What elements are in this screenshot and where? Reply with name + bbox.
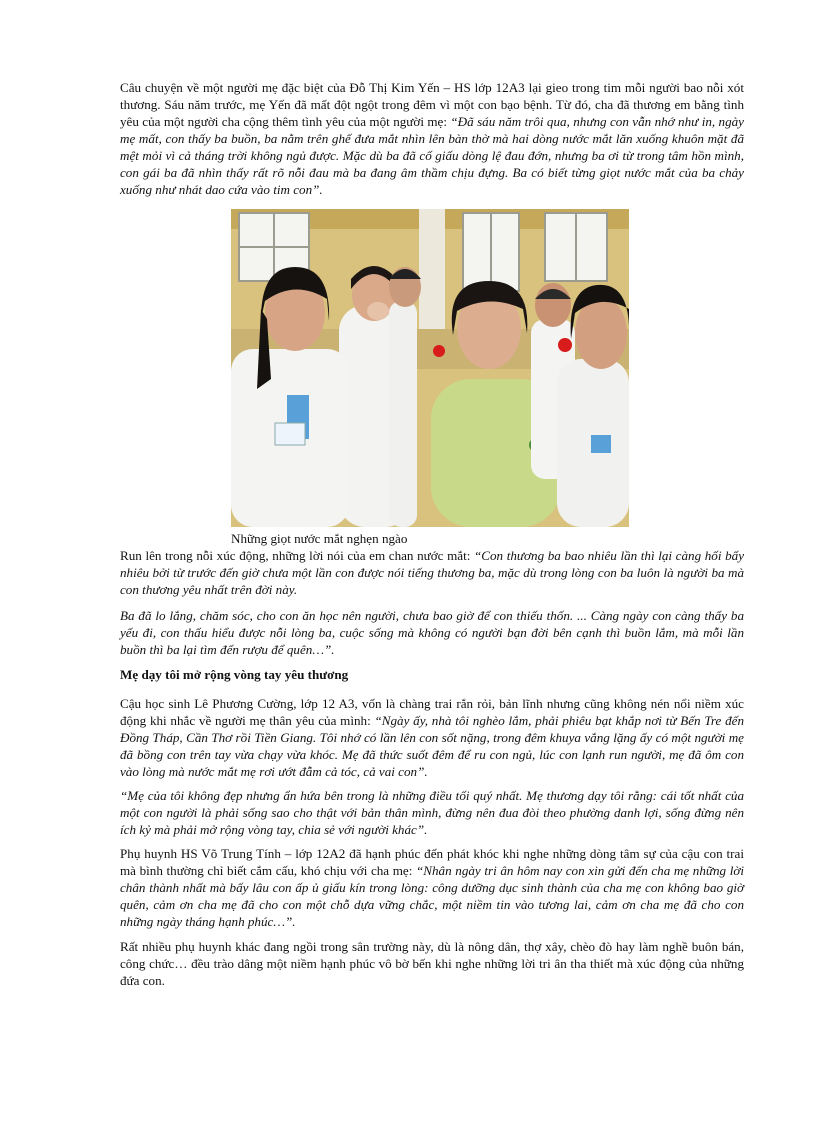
photo-caption: Những giọt nước mắt nghẹn ngào bbox=[231, 531, 408, 546]
section-heading: Mẹ dạy tôi mở rộng vòng tay yêu thương bbox=[120, 667, 349, 682]
paragraph-tremble bbox=[120, 547, 744, 598]
paragraph-father-care bbox=[120, 607, 744, 658]
paragraph-intro-text: Câu chuyện về một người mẹ đặc biệt của Đỗ Thị Kim Yến – HS lớp 12A3 lại gieo trong tim mỗi người bao nỗi xót thương. Sáu năm trước, mẹ Yến đã mất đột ngột trong đêm vì một con bạo bệnh. Từ đó, cha đã thương em bằng tình yêu của một người cha cộng thêm tình yêu của một người mẹ: bbox=[120, 80, 744, 129]
paragraph-tremble-text: Run lên trong nỗi xúc động, những lời nói của em chan nước mắt: bbox=[120, 548, 474, 563]
paragraph-other-parents-text: Rất nhiều phụ huynh khác đang ngồi trong sân trường này, dù là nông dân, thợ xây, chèo đò hay làm nghề buôn bán, công chức… đều trào dâng một niềm hạnh phúc vô bờ bến khi nghe những lời tri ân tha thiết mà xúc động của những đứa con. bbox=[120, 939, 744, 988]
paragraph-cuong-quote: “Ngày ấy, nhà tôi nghèo lắm, phải phiêu bạt khắp nơi từ Bến Tre đến Đồng Tháp, Cần Thơ rồi Tiền Giang. Tôi nhớ có lần lên con sốt nặng, trong đêm khuya vắng lặng ấy có một người mẹ đã bồng con trên tay vừa chạy vừa khóc. Mẹ đã thức suốt đêm để ru con ngủ, lúc con lạnh run người, mẹ đã ôm con vào lòng mà nước mắt mẹ rơi ướt đẫm cả tóc, cả vai con”. bbox=[120, 713, 744, 779]
paragraph-tremble-quote: “Con thương ba bao nhiêu lần thì lại càng hối bấy nhiêu bởi từ trước đến giờ chưa một lần con được nói tiếng thương ba, mặc dù trong lòng con ba luôn là người ba mà con thương yêu nhất trên đời này. bbox=[120, 548, 745, 597]
paragraph-mother-lesson bbox=[120, 787, 744, 838]
photo-students-crying bbox=[231, 209, 629, 527]
paragraph-parent-tinh-quote: “Nhân ngày tri ân hôm nay con xin gửi đến cha mẹ những lời chân thành nhất mà bấy lâu con ấp ủ giấu kín trong lòng: công dưỡng dục sinh thành của cha mẹ con không bao giờ quên, cảm ơn cha mẹ đã cho con một chỗ dựa vững chắc, một niềm tin vào tương lai, cảm ơn cha mẹ đã cho con những ngày tháng hạnh phúc…”. bbox=[120, 863, 744, 929]
paragraph-parent-tinh bbox=[120, 845, 744, 930]
paragraph-parent-tinh-text: Phụ huynh HS Võ Trung Tính – lớp 12A2 đã hạnh phúc đến phát khóc khi nghe những dòng tâm sự của cậu con trai mà bình thường chỉ biết cắm cấu, khó chịu với cha mẹ: bbox=[120, 846, 744, 878]
paragraph-father-care-quote: Ba đã lo lắng, chăm sóc, cho con ăn học nên người, chưa bao giờ để con thiếu thốn. ... Càng ngày con càng thấy ba yếu đi, con thấu hiểu được nỗi lòng ba, cuộc sống mà không có người bạn đời bên cạnh thì buồn lắm, mà mỗi lần buồn thì ba lại tìm đến rượu để quên…”. bbox=[120, 608, 744, 657]
photo-illustration bbox=[231, 209, 629, 527]
paragraph-other-parents bbox=[120, 938, 744, 989]
paragraph-mother-lesson-quote: “Mẹ của tôi không đẹp nhưng ẩn hứa bên trong là những điều tối quý nhất. Mẹ thương dạy tôi rằng: cái tốt nhất của một con người là phải sống sao cho thật với bản thân mình, đừng nên đua đòi theo phường danh lợi, sống đừng nên ích kỷ mà phải mở rộng vòng tay, chia sẻ với người khác”. bbox=[120, 788, 744, 837]
paragraph-cuong bbox=[120, 695, 744, 780]
paragraph-cuong-text: Cậu học sinh Lê Phương Cường, lớp 12 A3, vốn là chàng trai rắn rỏi, bản lĩnh nhưng cũng không nén nổi niềm xúc động khi nhắc về người mẹ thân yêu của mình: bbox=[120, 696, 744, 728]
paragraph-intro bbox=[120, 79, 744, 198]
paragraph-intro-quote: “Đã sáu năm trôi qua, nhưng con vẫn nhớ như in, ngày mẹ mất, con thấy ba buồn, ba nằm trên ghế đưa mắt nhìn lên bàn thờ mà hai dòng nước mắt lăn xuống khuôn mặt đã mệt mỏi vì cả tháng trời không ngủ được. Mặc dù ba đã cố giấu dòng lệ đau đớn, nhưng ba ơi từ trong tâm hồn mình, con gái ba đã nhìn thấy rất rõ nỗi đau mà ba đang âm thầm chịu đựng. Ba có biết từng giọt nước mắt của ba chảy xuống như nhát dao cứa vào tim con”. bbox=[120, 114, 744, 197]
